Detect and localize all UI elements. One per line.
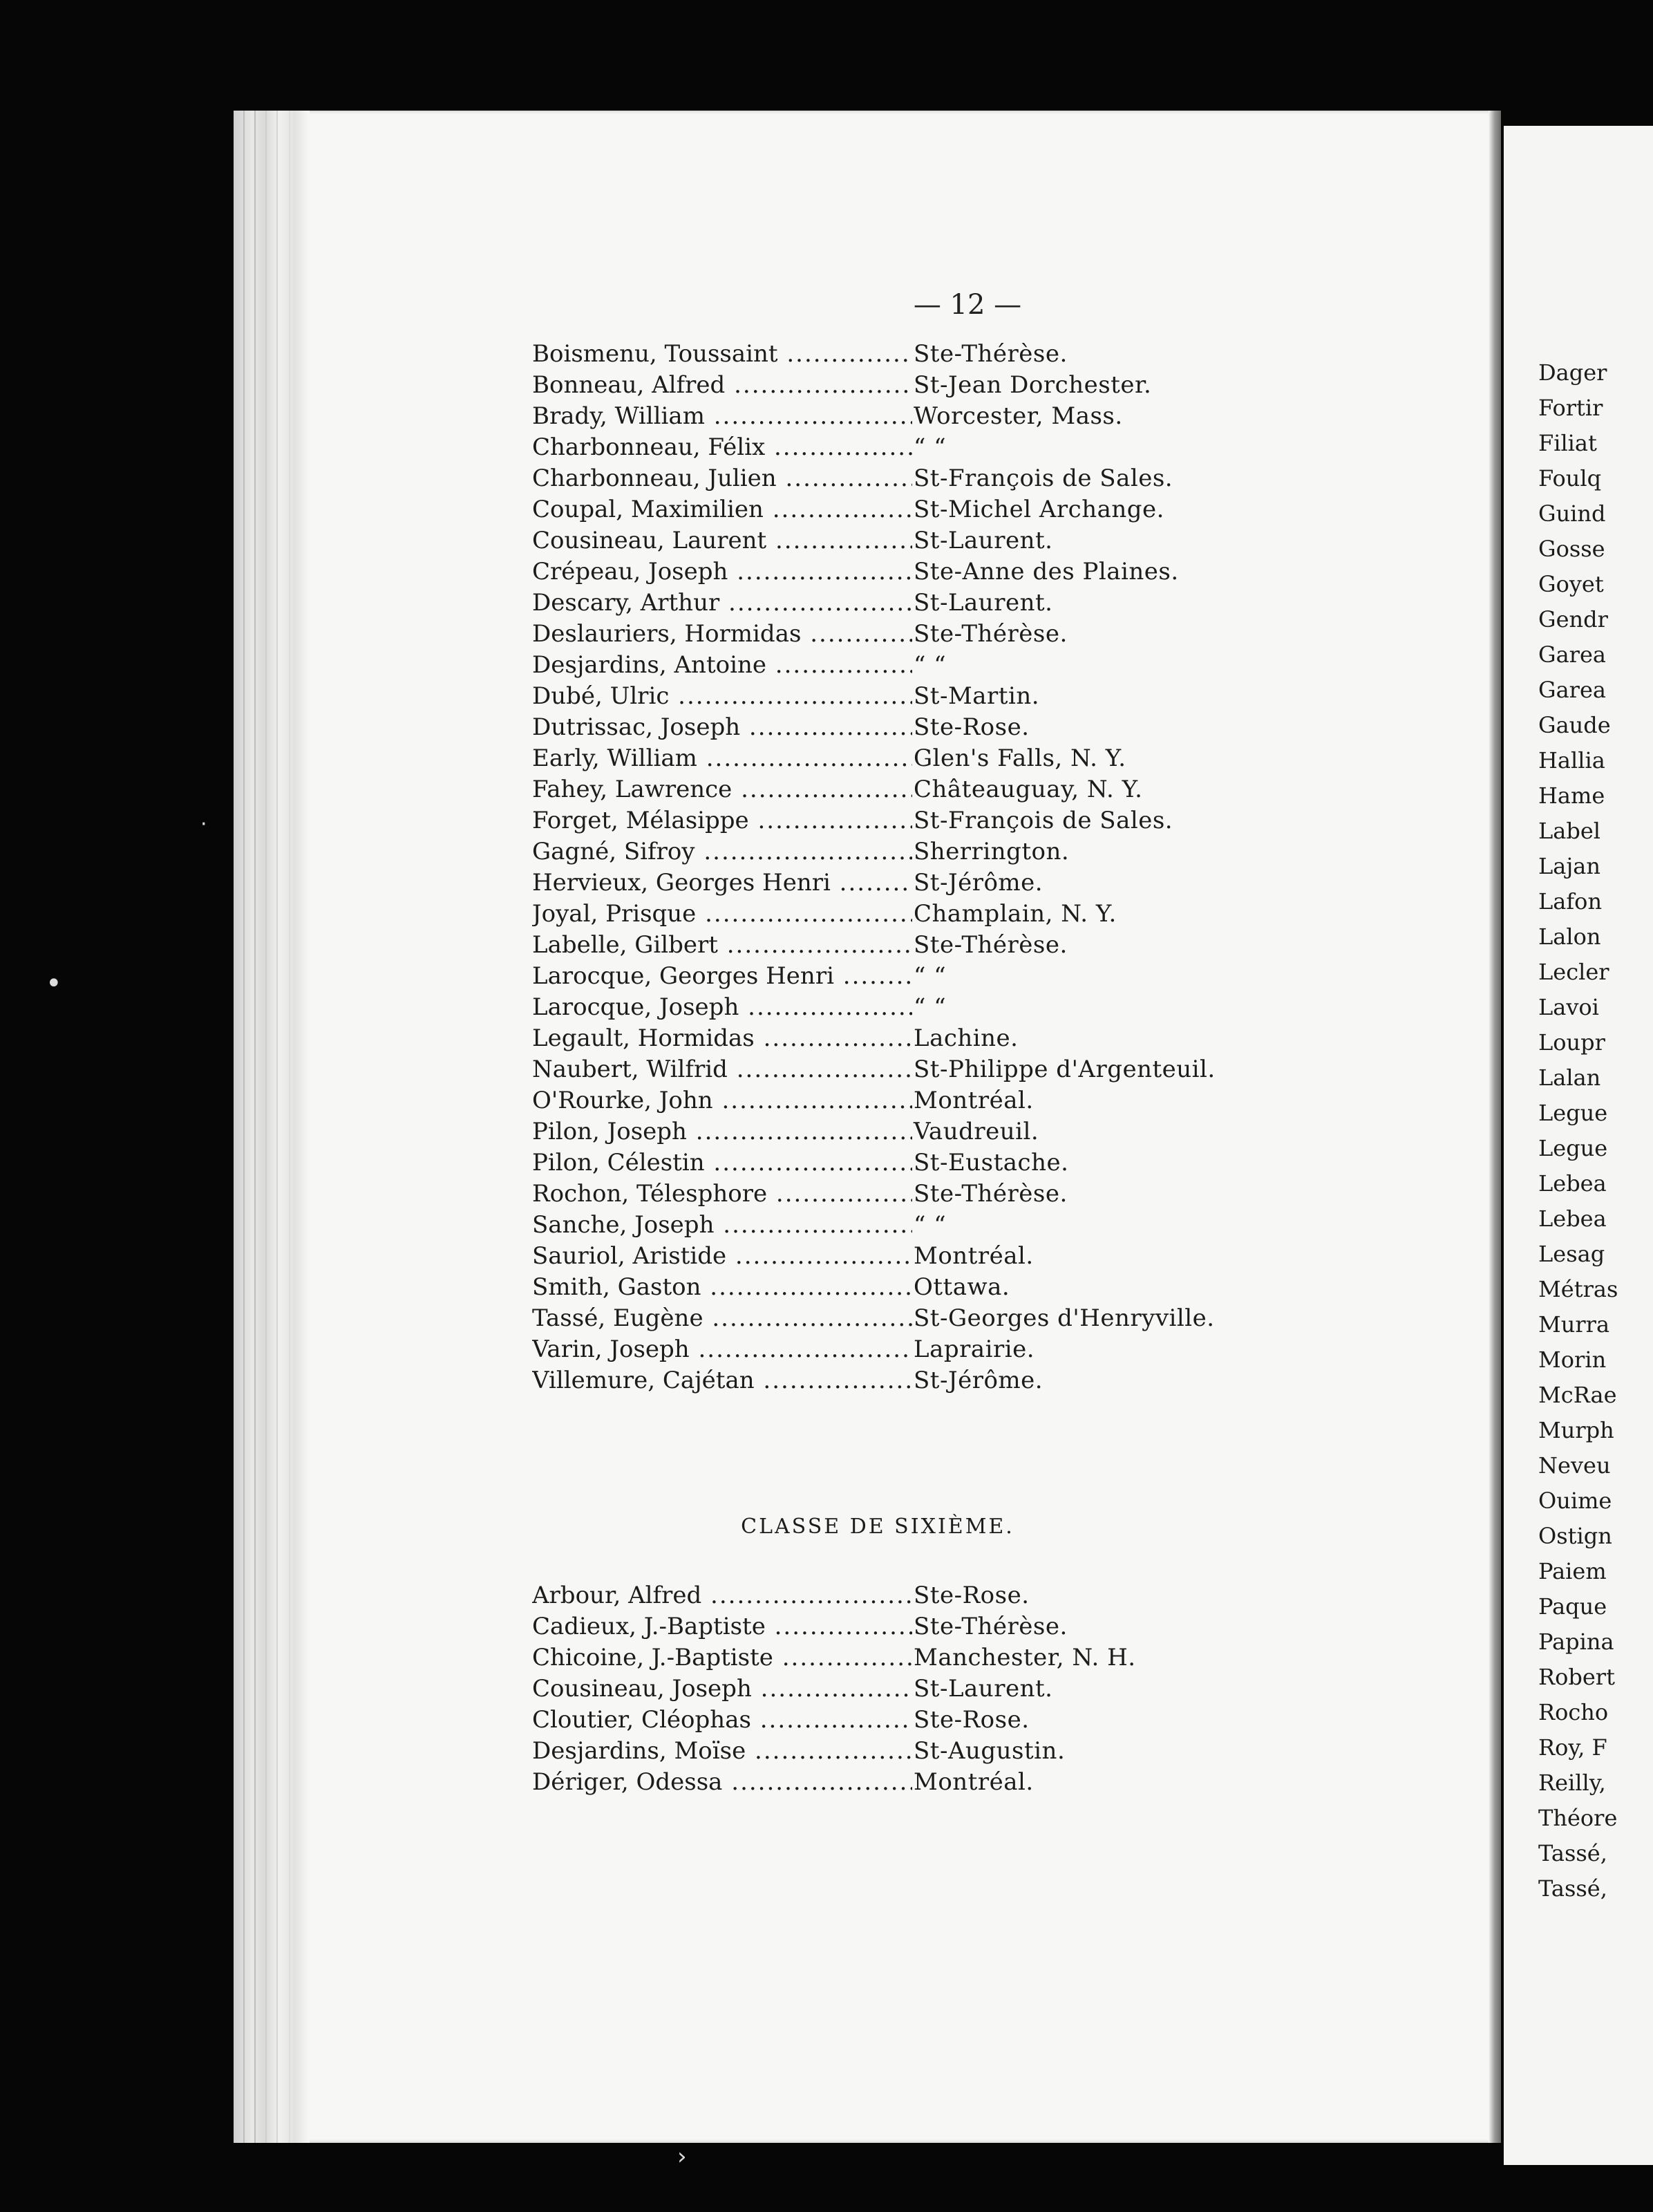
facing-page-fragment: Paque [1538,1593,1607,1620]
spine-line [265,111,267,2143]
facing-page-fragment: Murra [1538,1311,1610,1338]
student-name: Charbonneau, Félix ..... [532,433,912,461]
facing-page-fragment: Lesag [1538,1241,1605,1267]
student-hometown: Manchester, N. H. [914,1644,1136,1671]
student-hometown: Worcester, Mass. [914,402,1123,430]
facing-page-fragment: Dager [1538,359,1607,386]
student-hometown: St-Jérôme. [914,1367,1043,1394]
student-hometown: St-Philippe d'Argenteuil. [914,1056,1216,1083]
facing-page-fragment: Hallia [1538,747,1605,774]
list-item [532,962,1292,993]
student-name: Boismenu, Toussaint ..... [532,340,912,368]
student-name: Pilon, Célestin ..... [532,1149,912,1177]
facing-page-fragment: Goyet [1538,571,1604,597]
list-item [532,1180,1292,1211]
facing-page-fragment: Murph [1538,1417,1614,1443]
student-name: Bonneau, Alfred ..... [532,371,912,399]
list-item [532,1706,1292,1737]
list-item [532,496,1292,527]
facing-page-fragment: Tassé, [1538,1840,1607,1866]
student-hometown: St-Georges d'Henryville. [914,1304,1215,1332]
student-name: Rochon, Télesphore ..... [532,1180,912,1208]
list-item [532,713,1292,744]
student-name: Desjardins, Antoine ..... [532,651,912,679]
facing-page-fragment: Fortir [1538,395,1603,421]
student-name: Early, William ..... [532,744,912,772]
facing-page-fragment: Ostign [1538,1523,1612,1549]
list-item [532,402,1292,433]
student-name: O'Rourke, John ..... [532,1087,912,1114]
student-name: Forget, Mélasippe ..... [532,807,912,834]
student-hometown: Ste-Rose. [914,1706,1030,1734]
student-name: Coupal, Maximilien ..... [532,496,912,523]
student-name: Brady, William ..... [532,402,912,430]
list-item [532,558,1292,589]
student-name: Desjardins, Moïse ..... [532,1737,912,1765]
facing-page-fragment: Lavoi [1538,994,1599,1020]
list-item [532,744,1292,776]
page-number: — 12 — [913,289,1022,321]
list-item [532,527,1292,558]
student-hometown: “ “ [914,651,947,679]
list-item [532,1118,1292,1149]
facing-page-fragment: Legue [1538,1100,1608,1126]
student-hometown: Lachine. [914,1024,1019,1052]
list-item [532,1024,1292,1056]
student-name: Varin, Joseph ..... [532,1335,912,1363]
list-item [532,589,1292,620]
student-name: Villemure, Cajétan ..... [532,1367,912,1394]
list-item [532,807,1292,838]
student-list [532,340,1292,1398]
student-name: Sanche, Joseph ..... [532,1211,912,1239]
student-name: Labelle, Gilbert ..... [532,931,912,959]
student-name: Crépeau, Joseph ..... [532,558,912,585]
facing-page-fragment: Foulq [1538,465,1602,491]
facing-page-fragment: Ouime [1538,1488,1612,1514]
facing-page-fragment: Label [1538,818,1600,844]
list-item [532,1056,1292,1087]
facing-page-fragment: Reilly, [1538,1770,1606,1796]
student-hometown: Ottawa. [914,1273,1010,1301]
student-hometown: Ste-Thérèse. [914,1613,1068,1640]
facing-page-fragment: Garea [1538,641,1606,668]
student-hometown: “ “ [914,962,947,990]
facing-page-fragment: Robert [1538,1664,1615,1690]
scan-speck: • [46,968,62,1000]
facing-page-fragment: Legue [1538,1135,1608,1161]
list-item [532,340,1292,371]
list-item [532,1149,1292,1180]
student-name: Naubert, Wilfrid ..... [532,1056,912,1083]
student-hometown: St-Jean Dorchester. [914,371,1152,399]
sixieme-student-list [532,1582,1292,1799]
list-item [532,620,1292,651]
list-item [532,1768,1292,1799]
student-hometown: Ste-Rose. [914,713,1030,741]
list-item [532,1242,1292,1273]
student-hometown: Ste-Thérèse. [914,1180,1068,1208]
page-spine-edge [234,111,310,2143]
facing-page-fragment: Lebea [1538,1170,1607,1197]
spine-line [276,111,278,2143]
list-item [532,838,1292,869]
facing-page-fragment: Garea [1538,677,1606,703]
student-name: Dériger, Odessa ..... [532,1768,912,1796]
facing-page-fragment: Paiem [1538,1558,1607,1584]
facing-page-fragment: Théore [1538,1805,1618,1831]
student-name: Deslauriers, Hormidas ..... [532,620,912,648]
facing-page-fragment: Lecler [1538,959,1609,985]
facing-page-fragment: Filiat [1538,430,1597,456]
student-hometown: Montréal. [914,1242,1034,1270]
list-item [532,651,1292,682]
student-name: Larocque, Joseph ..... [532,993,912,1021]
student-hometown: St-François de Sales. [914,807,1173,834]
student-hometown: Champlain, N. Y. [914,900,1117,928]
facing-page-fragment: Hame [1538,782,1605,809]
scan-speck: · [200,812,207,836]
facing-page-fragment: Gaude [1538,712,1611,738]
list-item [532,1304,1292,1335]
spine-line [289,111,290,2143]
student-hometown: Montréal. [914,1768,1034,1796]
student-hometown: St-Michel Archange. [914,496,1164,523]
list-item [532,1211,1292,1242]
student-hometown: St-Laurent. [914,589,1053,617]
student-hometown: Glen's Falls, N. Y. [914,744,1126,772]
facing-page-fragment: Lafon [1538,888,1603,915]
student-hometown: St-Augustin. [914,1737,1066,1765]
student-name: Dubé, Ulric ..... [532,682,912,710]
student-hometown: Montréal. [914,1087,1034,1114]
scan-speck: › [677,2143,687,2171]
facing-page-list [1538,359,1618,1911]
facing-page-fragment: Gosse [1538,536,1605,562]
facing-page-fragment: Papina [1538,1629,1614,1655]
student-hometown: Ste-Anne des Plaines. [914,558,1179,585]
spine-line [254,111,256,2143]
student-name: Chicoine, J.-Baptiste ..... [532,1644,912,1671]
facing-page-fragment: Morin [1538,1347,1607,1373]
student-name: Fahey, Lawrence ..... [532,776,912,803]
facing-page-fragment: Métras [1538,1276,1618,1302]
student-hometown: Ste-Thérèse. [914,620,1068,648]
facing-page-fragment: McRae [1538,1382,1617,1408]
student-hometown: “ “ [914,993,947,1021]
student-hometown: Ste-Thérèse. [914,931,1068,959]
student-name: Joyal, Prisque ..... [532,900,912,928]
list-item [532,993,1292,1024]
list-item [532,900,1292,931]
list-item [532,1087,1292,1118]
student-name: Legault, Hormidas ..... [532,1024,912,1052]
facing-page-fragment: Rocho [1538,1699,1609,1725]
student-name: Cloutier, Cléophas ..... [532,1706,912,1734]
list-item [532,931,1292,962]
student-name: Hervieux, Georges Henri ..... [532,869,912,897]
student-hometown: St-Martin. [914,682,1040,710]
student-name: Charbonneau, Julien ..... [532,465,912,492]
spine-line [243,111,245,2143]
list-item [532,1335,1292,1367]
student-name: Descary, Arthur ..... [532,589,912,617]
student-name: Sauriol, Aristide ..... [532,1242,912,1270]
facing-page-fragment: Loupr [1538,1029,1605,1056]
section-title: CLASSE DE SIXIÈME. [741,1515,1014,1539]
student-hometown: Châteauguay, N. Y. [914,776,1143,803]
list-item [532,1582,1292,1613]
student-hometown: “ “ [914,433,947,461]
facing-page-fragment: Tassé, [1538,1875,1607,1902]
list-item [532,1644,1292,1675]
student-name: Smith, Gaston ..... [532,1273,912,1301]
list-item [532,1737,1292,1768]
student-name: Cousineau, Laurent ..... [532,527,912,554]
facing-page-fragment: Lalan [1538,1065,1601,1091]
facing-page-fragment: Lebea [1538,1206,1607,1232]
student-hometown: “ “ [914,1211,947,1239]
facing-page-fragment: Guind [1538,500,1606,527]
list-item [532,371,1292,402]
student-name: Larocque, Georges Henri ..... [532,962,912,990]
list-item [532,1613,1292,1644]
list-item [532,433,1292,465]
student-hometown: Ste-Thérèse. [914,340,1068,368]
student-name: Arbour, Alfred ..... [532,1582,912,1609]
student-name: Cousineau, Joseph ..... [532,1675,912,1703]
list-item [532,869,1292,900]
list-item [532,465,1292,496]
student-hometown: Sherrington. [914,838,1070,865]
facing-page-fragment: Lajan [1538,853,1600,879]
student-name: Gagné, Sifroy ..... [532,838,912,865]
facing-page-fragment: Neveu [1538,1452,1611,1479]
facing-page-fragment: Lalon [1538,924,1601,950]
student-hometown: St-Laurent. [914,527,1053,554]
list-item [532,1273,1292,1304]
student-hometown: St-Eustache. [914,1149,1069,1177]
student-name: Dutrissac, Joseph ..... [532,713,912,741]
student-hometown: St-Jérôme. [914,869,1043,897]
student-hometown: Vaudreuil. [914,1118,1039,1145]
student-name: Pilon, Joseph ..... [532,1118,912,1145]
facing-page-fragment: Gendr [1538,606,1608,632]
facing-page-fragment: Roy, F [1538,1734,1607,1761]
page-gutter-shadow [1489,111,1501,2143]
student-hometown: St-Laurent. [914,1675,1053,1703]
student-name: Tassé, Eugène ..... [532,1304,912,1332]
list-item [532,776,1292,807]
student-name: Cadieux, J.-Baptiste ..... [532,1613,912,1640]
list-item [532,682,1292,713]
student-hometown: St-François de Sales. [914,465,1173,492]
student-hometown: Laprairie. [914,1335,1035,1363]
list-item [532,1367,1292,1398]
student-hometown: Ste-Rose. [914,1582,1030,1609]
list-item [532,1675,1292,1706]
